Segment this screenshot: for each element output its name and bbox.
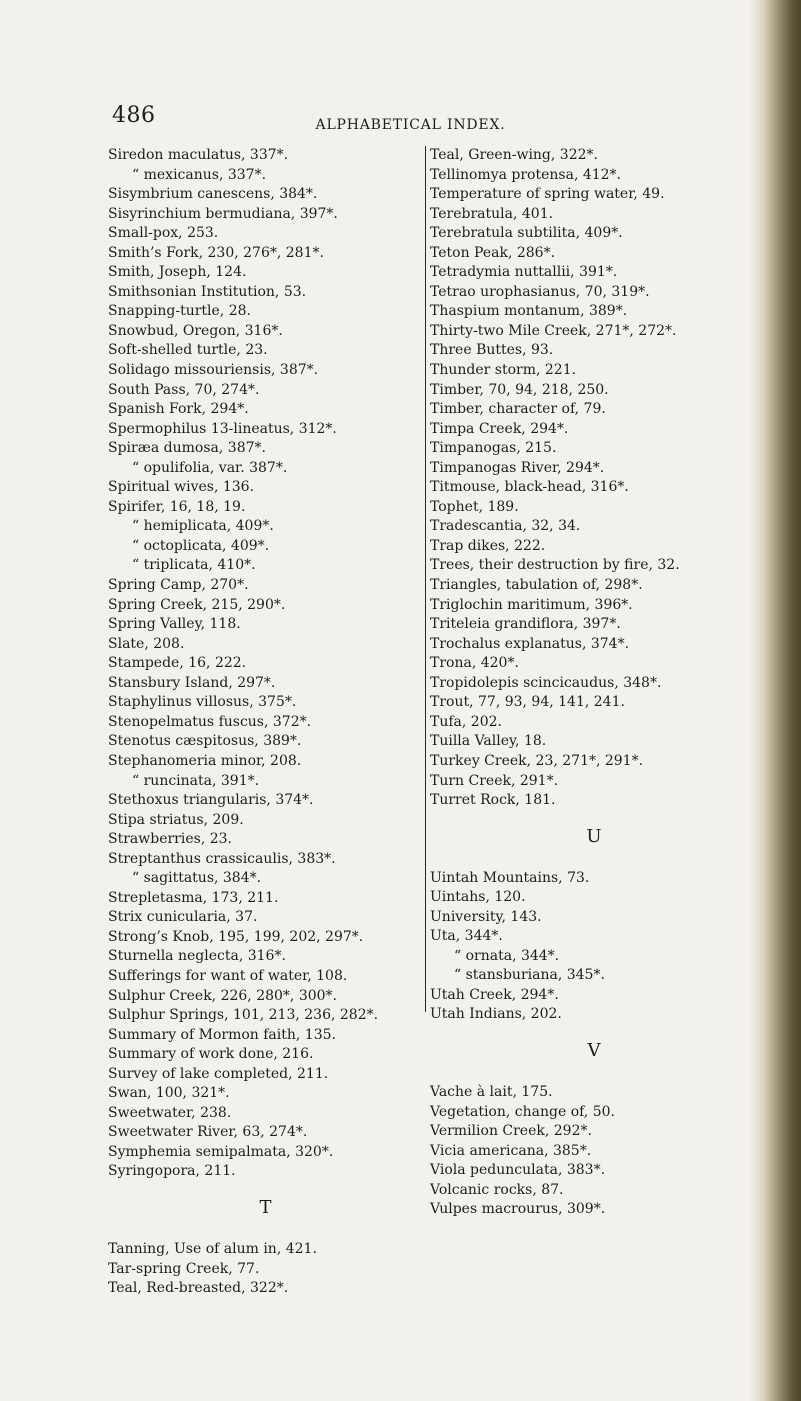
index-entry: Sisyrinchium bermudiana, 397*. <box>108 205 338 222</box>
index-entry: Tetrao urophasianus, 70, 319*. <box>430 283 650 300</box>
index-entry: Vache à lait, 175. <box>430 1083 553 1100</box>
index-entry: Tufa, 202. <box>430 713 502 730</box>
index-entry: Volcanic rocks, 87. <box>430 1181 564 1198</box>
index-entry: Timber, character of, 79. <box>430 401 606 418</box>
left-t-entries <box>108 1240 408 1299</box>
index-entry: Viola pedunculata, 383*. <box>430 1162 606 1179</box>
index-entry: Timpa Creek, 294*. <box>430 420 569 437</box>
index-entry: Terebratula subtilita, 409*. <box>430 225 623 242</box>
index-entry: Spanish Fork, 294*. <box>108 401 249 418</box>
index-entry: Spring Creek, 215, 290*. <box>108 596 286 613</box>
index-entry: Triglochin maritimum, 396*. <box>430 596 633 613</box>
index-entry: “ ornata, 344*. <box>454 947 560 964</box>
index-entry: Thirty-two Mile Creek, 271*, 272*. <box>430 322 677 339</box>
index-entry: Vicia americana, 385*. <box>430 1142 592 1159</box>
index-entry: Uta, 344*. <box>430 928 503 945</box>
index-entry: Triangles, tabulation of, 298*. <box>430 577 643 594</box>
index-entry: Tanning, Use of alum in, 421. <box>108 1240 317 1257</box>
index-entry: “ sagittatus, 384*. <box>132 870 262 887</box>
index-entry: Thunder storm, 221. <box>430 362 577 379</box>
index-entry: Tellinomya protensa, 412*. <box>430 166 622 183</box>
index-entry: Soft-shelled turtle, 23. <box>108 342 268 359</box>
index-entry: Utah Creek, 294*. <box>430 986 559 1003</box>
index-entry: Strix cunicularia, 37. <box>108 909 258 926</box>
index-entry: Terebratula, 401. <box>430 205 554 222</box>
index-entry: Tradescantia, 32, 34. <box>430 518 581 535</box>
right-t-entries <box>430 146 735 811</box>
left-s-entries <box>108 146 408 1182</box>
index-entry: Spirifer, 16, 18, 19. <box>108 498 246 515</box>
index-entry: Three Buttes, 93. <box>430 342 554 359</box>
index-entry: Solidago missouriensis, 387*. <box>108 362 319 379</box>
index-entry: Temperature of spring water, 49. <box>430 186 665 203</box>
index-entry: South Pass, 70, 274*. <box>108 381 260 398</box>
index-entry: Strong’s Knob, 195, 199, 202, 297*. <box>108 928 364 945</box>
index-entry: Snowbud, Oregon, 316*. <box>108 322 283 339</box>
index-entry: Spiritual wives, 136. <box>108 479 255 496</box>
right-u-entries <box>430 869 735 1025</box>
index-entry: Timpanogas, 215. <box>430 440 557 457</box>
index-entry: Vegetation, change of, 50. <box>430 1103 615 1120</box>
index-entry: Siredon maculatus, 337*. <box>108 147 289 163</box>
index-entry: “ mexicanus, 337*. <box>132 166 267 183</box>
index-entry: Sweetwater, 238. <box>108 1104 232 1121</box>
index-entry: Spiræa dumosa, 387*. <box>108 440 266 457</box>
index-entry: Sulphur Creek, 226, 280*, 300*. <box>108 987 337 1004</box>
index-entry: “ runcinata, 391*. <box>132 772 260 789</box>
index-entry: Utah Indians, 202. <box>430 1006 562 1023</box>
index-entry: Tar-spring Creek, 77. <box>108 1260 260 1277</box>
section-letter-u: U <box>586 825 603 847</box>
index-entry: Small-pox, 253. <box>108 225 219 242</box>
index-entry: Stethoxus triangularis, 374*. <box>108 792 314 809</box>
index-entry: Turn Creek, 291*. <box>430 772 559 789</box>
index-entry: Survey of lake completed, 211. <box>108 1065 329 1082</box>
index-entry: Uintah Mountains, 73. <box>430 869 590 886</box>
index-entry: Stenopelmatus fuscus, 372*. <box>108 713 312 730</box>
index-entry: Triteleia grandiflora, 397*. <box>430 616 621 633</box>
index-entry: Spring Camp, 270*. <box>108 577 249 594</box>
index-entry: Tropidolepis scincicaudus, 348*. <box>430 674 662 691</box>
index-entry: Trochalus explanatus, 374*. <box>430 635 630 652</box>
index-entry: Stipa striatus, 209. <box>108 811 244 828</box>
index-entry: Trout, 77, 93, 94, 141, 241. <box>430 694 625 711</box>
index-entry: Staphylinus villosus, 375*. <box>108 694 297 711</box>
index-entry: Snapping-turtle, 28. <box>108 303 251 320</box>
index-entry: Sulphur Springs, 101, 213, 236, 282*. <box>108 1007 379 1024</box>
index-entry: Spermophilus 13-lineatus, 312*. <box>108 420 337 437</box>
left-column <box>108 146 408 1299</box>
index-entry: Stenotus cæspitosus, 389*. <box>108 733 302 750</box>
index-entry: Tophet, 189. <box>430 498 519 515</box>
index-entry: Spring Valley, 118. <box>108 616 241 633</box>
index-entry: Stephanomeria minor, 208. <box>108 752 302 769</box>
index-entry: Turret Rock, 181. <box>430 792 556 809</box>
index-entry: Smith’s Fork, 230, 276*, 281*. <box>108 244 324 261</box>
index-entry: Sweetwater River, 63, 274*. <box>108 1124 308 1141</box>
index-entry: Trap dikes, 222. <box>430 537 546 554</box>
index-entry: “ octoplicata, 409*. <box>132 537 270 554</box>
index-entry: Tetradymia nuttallii, 391*. <box>430 264 618 281</box>
index-entry: Slate, 208. <box>108 635 185 652</box>
index-entry: “ hemiplicata, 409*. <box>132 518 274 535</box>
index-entry: Streptanthus crassicaulis, 383*. <box>108 850 336 867</box>
index-entry: Syringopora, 211. <box>108 1163 236 1180</box>
index-entry: Teal, Green-wing, 322*. <box>430 147 598 163</box>
index-entry: Swan, 100, 321*. <box>108 1085 230 1102</box>
index-entry: Strepletasma, 173, 211. <box>108 889 279 906</box>
section-letter-v: V <box>587 1039 602 1061</box>
index-entry: Trona, 420*. <box>430 655 519 672</box>
index-entry: “ triplicata, 410*. <box>132 557 256 574</box>
index-entry: Strawberries, 23. <box>108 831 232 848</box>
index-entry: Vulpes macrourus, 309*. <box>430 1201 606 1218</box>
right-v-entries <box>430 1083 735 1220</box>
running-head: ALPHABETICAL INDEX. <box>315 117 506 133</box>
index-entry: Turkey Creek, 23, 271*, 291*. <box>430 752 644 769</box>
index-entry: Timpanogas River, 294*. <box>430 459 605 476</box>
index-entry: Stansbury Island, 297*. <box>108 674 276 691</box>
right-column <box>425 146 735 1218</box>
book-spine-edge <box>763 0 801 1401</box>
index-entry: Timber, 70, 94, 218, 250. <box>430 381 609 398</box>
index-entry: Smithsonian Institution, 53. <box>108 283 307 300</box>
index-entry: Titmouse, black-head, 316*. <box>430 479 629 496</box>
index-entry: “ opulifolia, var. 387*. <box>132 459 288 476</box>
index-entry: University, 143. <box>430 908 542 925</box>
index-entry: Symphemia semipalmata, 320*. <box>108 1143 334 1160</box>
index-entry: Tuilla Valley, 18. <box>430 733 547 750</box>
page-number: 486 <box>112 103 156 128</box>
index-entry: Smith, Joseph, 124. <box>108 264 247 281</box>
index-entry: Sturnella neglecta, 316*. <box>108 948 286 965</box>
index-entry: Teton Peak, 286*. <box>430 244 556 261</box>
index-entry: Sisymbrium canescens, 384*. <box>108 186 318 203</box>
index-entry: Trees, their destruction by fire, 32. <box>430 557 680 574</box>
index-entry: Sufferings for want of water, 108. <box>108 967 348 984</box>
index-entry: “ stansburiana, 345*. <box>454 967 605 984</box>
index-entry: Teal, Red-breasted, 322*. <box>108 1280 289 1297</box>
index-entry: Vermilion Creek, 292*. <box>430 1123 592 1140</box>
index-entry: Summary of work done, 216. <box>108 1046 314 1063</box>
index-entry: Thaspium montanum, 389*. <box>430 303 628 320</box>
page-gutter-shadow <box>749 0 763 1401</box>
index-entry: Summary of Mormon faith, 135. <box>108 1026 336 1043</box>
index-entry: Uintahs, 120. <box>430 889 526 906</box>
index-entry: Stampede, 16, 222. <box>108 655 247 672</box>
section-letter-t: T <box>259 1196 273 1218</box>
